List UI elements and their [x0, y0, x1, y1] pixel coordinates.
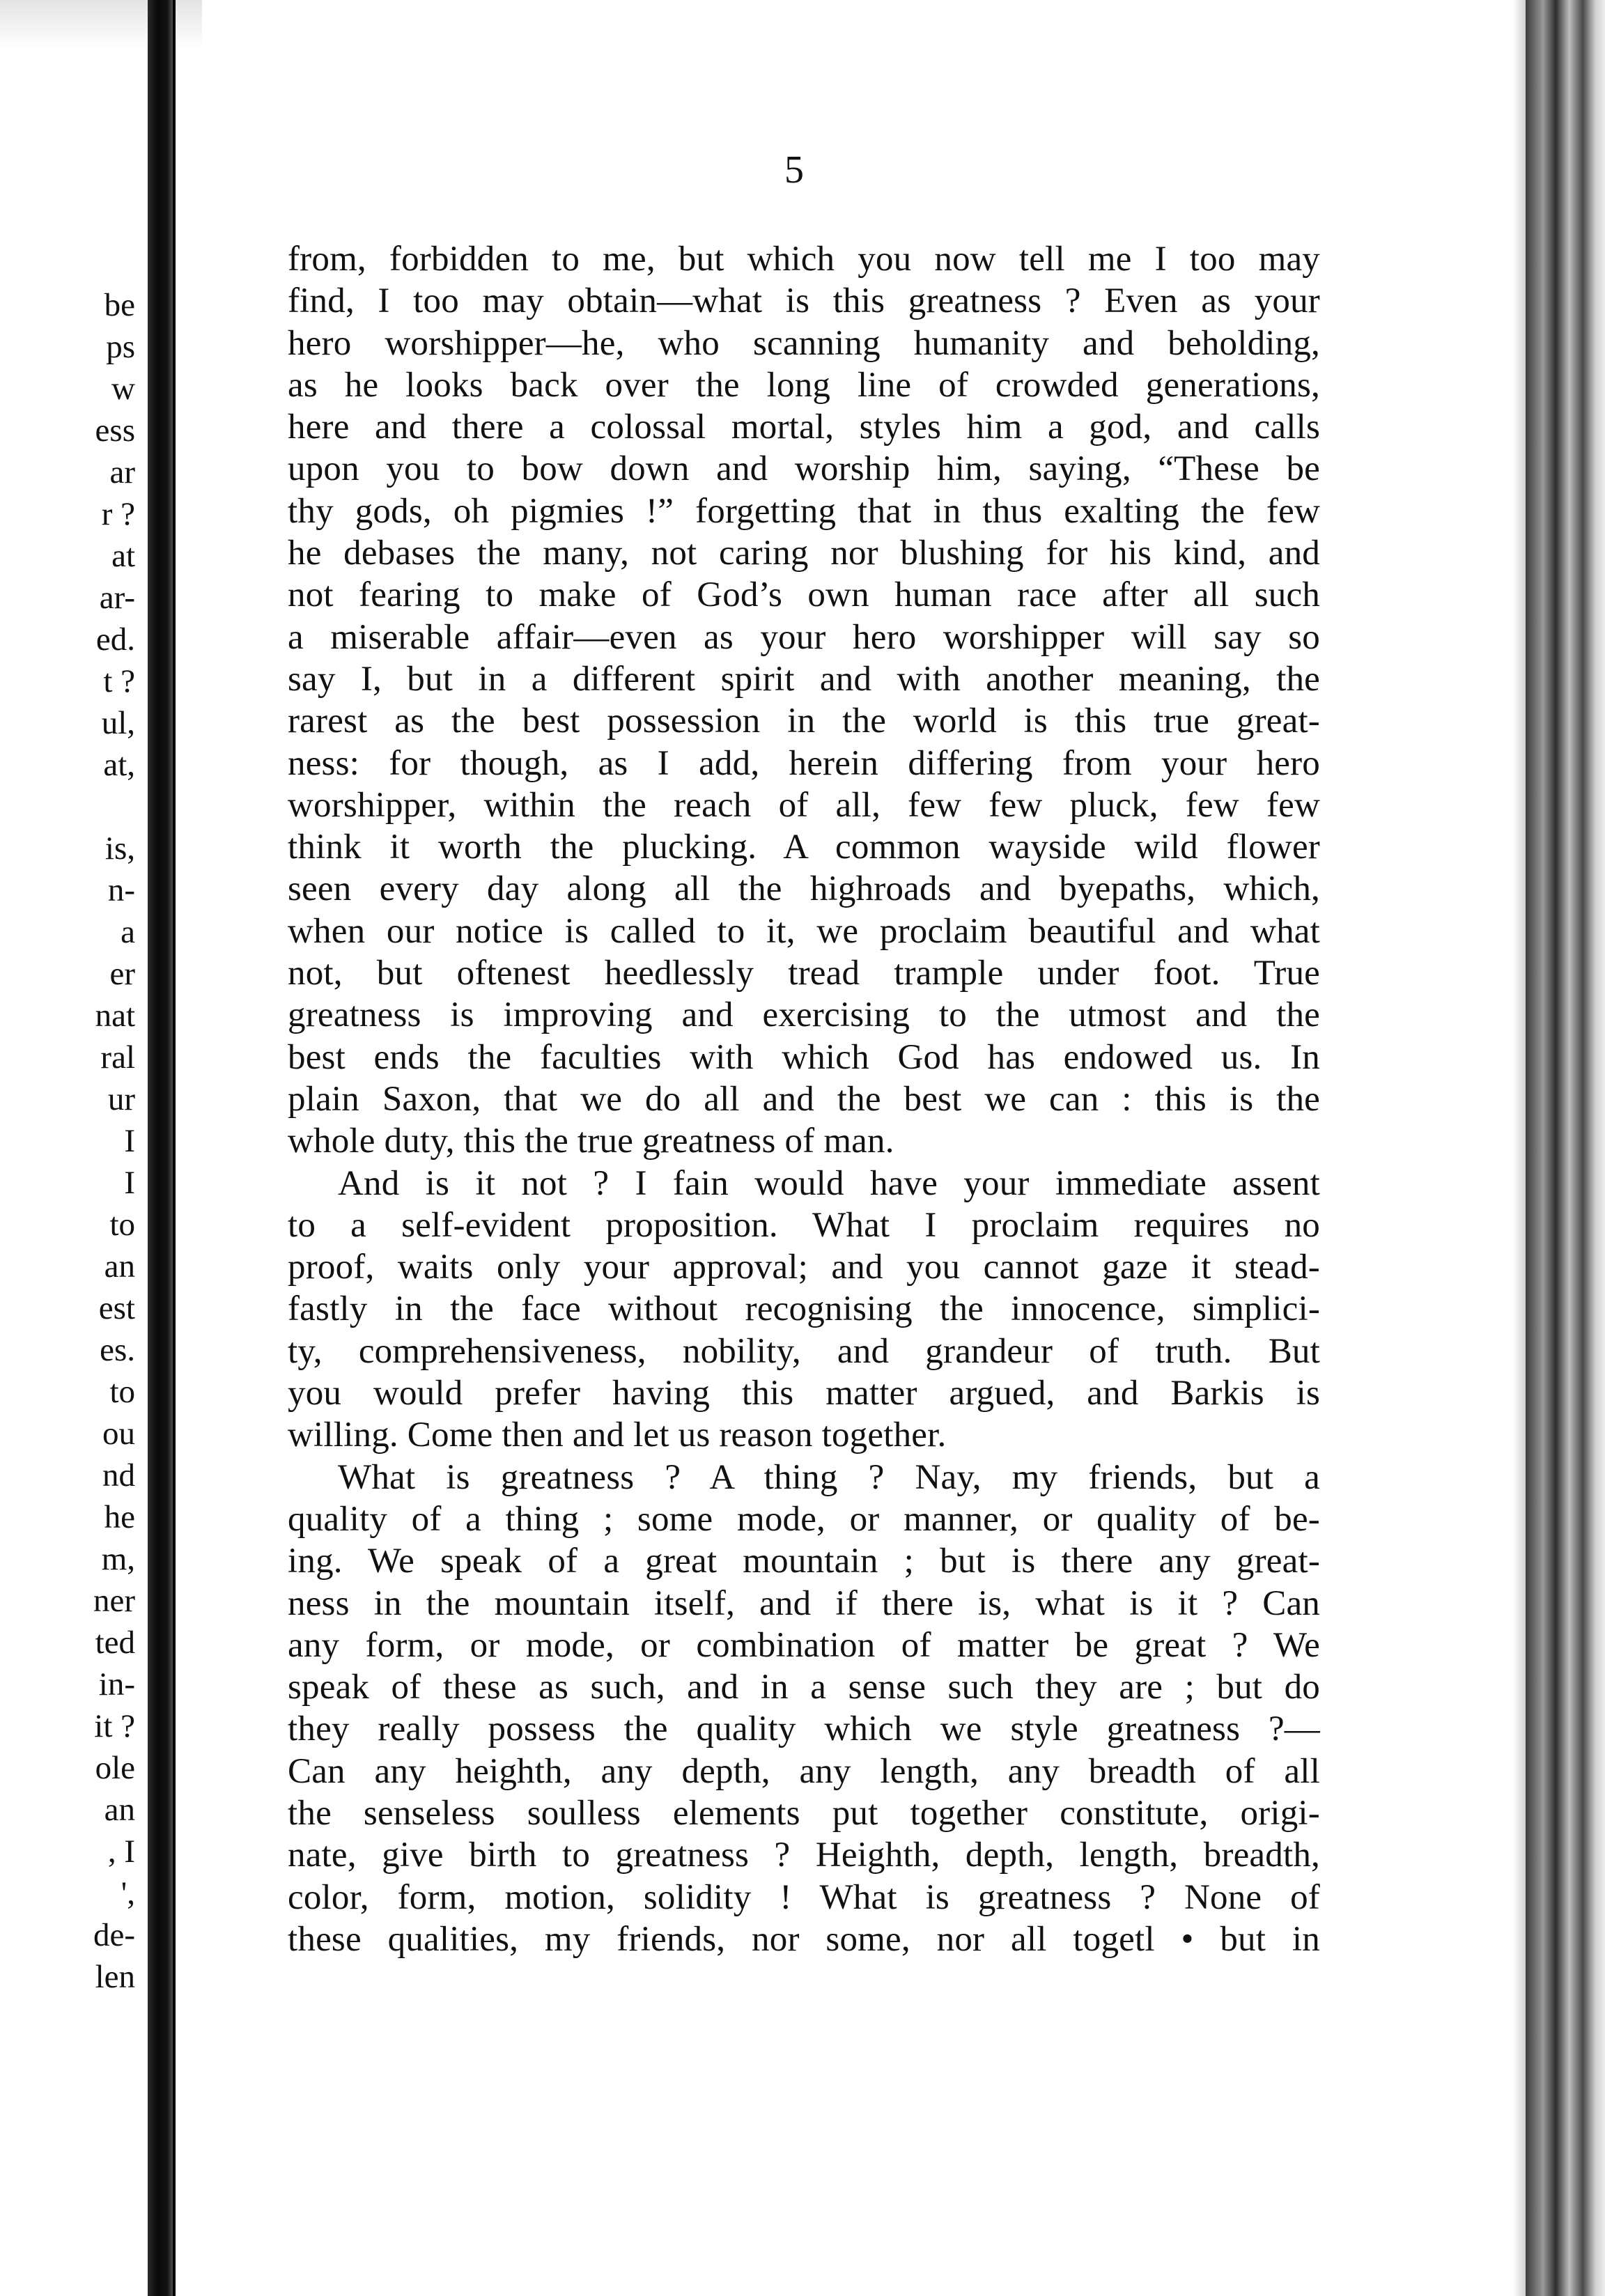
left-page-fragment: , I: [107, 1833, 135, 1870]
text-line: he debases the many, not caring nor blushing for his kind, and: [288, 534, 1320, 573]
text-line: best ends the faculties with which God has endowed us. In: [288, 1037, 1320, 1077]
text-line: a miserable affair—even as your hero worshipper will say so: [288, 617, 1320, 657]
left-page-fragment: ar: [109, 454, 135, 490]
text-line: hero worshipper—he, who scanning humanity and beholding,: [288, 323, 1320, 363]
text-line: fastly in the face without recognising the innocence, simplici-: [288, 1289, 1320, 1329]
text-line: rarest as the best possession in the world is this true great-: [288, 701, 1320, 741]
left-page-fragment: it ?: [94, 1708, 135, 1744]
left-page-fragment: ',: [121, 1875, 135, 1911]
text-line: nate, give birth to greatness ? Heighth, depth, length, breadth,: [288, 1836, 1320, 1875]
text-line: not, but oftenest heedlessly tread trample under foot. True: [288, 954, 1320, 993]
text-line: you would prefer having this matter argued, and Barkis is: [288, 1374, 1320, 1413]
left-page-fragment: ur: [107, 1081, 135, 1117]
left-page-fragment: a: [121, 914, 135, 950]
left-page-fragment: est: [98, 1290, 135, 1326]
text-line: think it worth the plucking. A common wayside wild flower: [288, 828, 1320, 867]
text-line: color, form, motion, solidity ! What is greatness ? None of: [288, 1877, 1320, 1917]
left-page-fragment: [0, 786, 139, 828]
left-page-fragment: at: [111, 538, 135, 574]
left-page-fragment: an: [104, 1792, 135, 1828]
page-edge-shadow: [1513, 0, 1526, 2296]
left-page-fragment: t ?: [103, 663, 135, 699]
text-line: any form, or mode, or combination of matter be great ? We: [288, 1625, 1320, 1665]
text-line: upon you to bow down and worship him, saying, “These be: [288, 449, 1320, 489]
page-number: 5: [784, 148, 804, 192]
left-page-fragment: r ?: [101, 496, 135, 532]
left-page-fragment: I: [124, 1165, 135, 1201]
left-page-fragment: ted: [95, 1624, 135, 1661]
left-page-fragment: de-: [93, 1917, 135, 1953]
left-page-fragment: ou: [102, 1415, 135, 1452]
left-page-fragment: an: [104, 1248, 135, 1285]
text-line: say I, but in a different spirit and with another meaning, the: [288, 659, 1320, 699]
text-line: ness in the mountain itself, and if there is, what is it ? Can: [288, 1583, 1320, 1623]
left-page-fragment: ul,: [101, 705, 135, 741]
text-line: here and there a colossal mortal, styles him a god, and calls: [288, 408, 1320, 447]
left-page-fragment: ner: [93, 1583, 135, 1619]
left-page-fragment: w: [111, 371, 135, 407]
left-page-fragment: nd: [102, 1457, 135, 1494]
text-line: they really possess the quality which we style greatness ?—: [288, 1709, 1320, 1749]
left-page-fragment: nat: [95, 998, 135, 1034]
text-line: as he looks back over the long line of crowded generations,: [288, 365, 1320, 405]
left-page-fragment: ps: [106, 329, 135, 365]
left-page-fragment: in-: [98, 1666, 135, 1702]
left-page-fragment: ar-: [99, 580, 135, 616]
left-page-fragments: [0, 284, 139, 1998]
text-line: seen every day along all the highroads and byepaths, which,: [288, 869, 1320, 909]
text-line: not fearing to make of God’s own human race after all such: [288, 575, 1320, 615]
left-page-fragment: to: [109, 1207, 135, 1243]
left-page-fragment: be: [104, 287, 135, 323]
left-page-fragment: n-: [107, 872, 135, 908]
text-line: when our notice is called to it, we proclaim beautiful and what: [288, 911, 1320, 951]
text-line: greatness is improving and exercising to the utmost and the: [288, 995, 1320, 1035]
text-line: the senseless soulless elements put together constitute, origi-: [288, 1793, 1320, 1833]
text-line: from, forbidden to me, but which you now tell me I too may: [288, 240, 1320, 279]
text-line: quality of a thing ; some mode, or manner, or quality of be-: [288, 1499, 1320, 1539]
book-gutter: [148, 0, 176, 2296]
text-line: And is it not ? I fain would have your immediate assent: [338, 1163, 1320, 1203]
left-page-fragment: es.: [100, 1332, 135, 1368]
gutter-line: [173, 0, 176, 2296]
left-page-fragment: ral: [100, 1039, 135, 1076]
text-line: speak of these as such, and in a sense such they are ; but do: [288, 1668, 1320, 1707]
text-line: to a self-evident proposition. What I proclaim requires no: [288, 1205, 1320, 1245]
left-page-fragment: m,: [101, 1541, 135, 1577]
text-line: What is greatness ? A thing ? Nay, my friends, but a: [338, 1457, 1320, 1497]
text-line: thy gods, oh pigmies !” forgetting that in thus exalting the few: [288, 491, 1320, 531]
text-line: these qualities, my friends, nor some, nor all togetl • but in: [288, 1919, 1320, 1959]
book-fore-edge: [1526, 0, 1605, 2296]
text-line: ing. We speak of a great mountain ; but is there any great-: [288, 1542, 1320, 1581]
text-line: find, I too may obtain—what is this greatness ? Even as your: [288, 281, 1320, 321]
text-line: worshipper, within the reach of all, few few pluck, few few: [288, 785, 1320, 825]
left-page-fragment: ole: [95, 1750, 135, 1786]
left-page-fragment: len: [95, 1959, 135, 1995]
text-line: whole duty, this the true greatness of man.: [288, 1122, 894, 1161]
left-page-fragment: to: [109, 1374, 135, 1410]
text-line: plain Saxon, that we do all and the best we can : this is the: [288, 1079, 1320, 1119]
text-line: ty, comprehensiveness, nobility, and grandeur of truth. But: [288, 1331, 1320, 1371]
left-page-fragment: ess: [95, 412, 135, 449]
left-page-fragment: he: [104, 1499, 135, 1535]
text-line: Can any heighth, any depth, any length, any breadth of all: [288, 1751, 1320, 1791]
left-page-fragment: ed.: [95, 621, 135, 658]
left-page-fragment: is,: [104, 830, 135, 867]
left-page-fragment: at,: [103, 747, 135, 783]
text-line: willing. Come then and let us reason together.: [288, 1415, 947, 1455]
left-page-fragment: I: [124, 1123, 135, 1159]
left-page-fragment: er: [109, 956, 135, 992]
text-line: proof, waits only your approval; and you cannot gaze it stead-: [288, 1248, 1320, 1287]
body-text: [288, 238, 1320, 1960]
text-line: ness: for though, as I add, herein differing from your hero: [288, 743, 1320, 783]
